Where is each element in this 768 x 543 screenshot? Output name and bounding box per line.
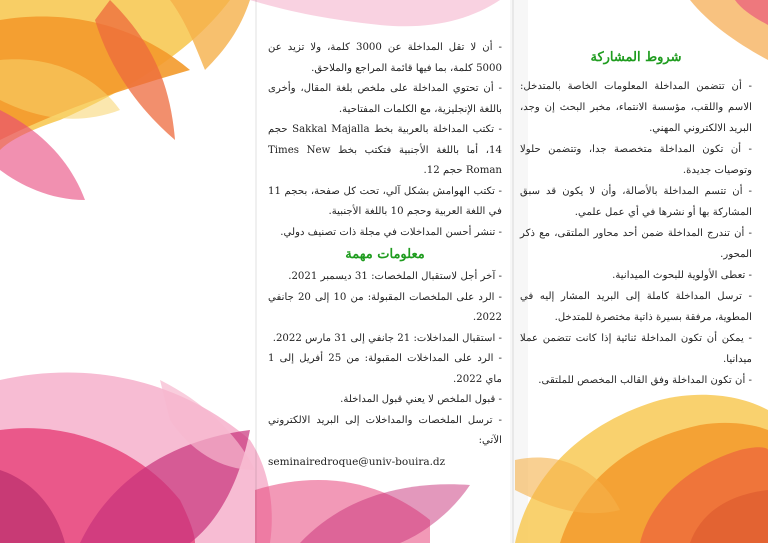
bottom-left-petals — [0, 373, 272, 543]
format-item: - أن تحتوي المداخلة على ملخص بلغة المقال، وأخرى باللغة الإنجليزية، مع الكلمات المفتاحية. — [268, 83, 502, 115]
condition-item: - أن تتضمن المداخلة المعلومات الخاصة بالمتدخل: الاسم واللقب، مؤسسة الانتماء، مخبر البحث إن وجد، البريد الالكتروني المهني. — [520, 81, 752, 134]
format-item: - تكتب الهوامش بشكل آلي، تحت كل صفحة، بحجم 11 في اللغة العربية وحجم 10 باللغة الأجنبية. — [268, 185, 502, 217]
middle-bottom-petals — [255, 480, 470, 543]
condition-item: - أن تكون المداخلة متخصصة جدا، وتتضمن حلولا وتوصيات جديدة. — [520, 144, 752, 176]
info-item: - الرد على الملخصات المقبولة: من 10 إلى 20 جانفي 2022. — [268, 291, 503, 323]
condition-item: - ترسل المداخلة كاملة إلى البريد المشار إليه في المطوية، مرفقة بسيرة ذاتية مختصرة للمتدخل. — [520, 291, 752, 323]
info-item: - قبول الملخص لا يعني قبول المداخلة. — [340, 394, 502, 405]
contact-email[interactable]: seminairedroque@univ-bouira.dz — [268, 455, 446, 468]
condition-item: - أن تكون المداخلة وفق القالب المخصص للملتقى. — [538, 375, 752, 386]
participation-conditions-panel — [520, 48, 752, 391]
fold-line-left — [255, 0, 257, 543]
fold-line-right — [512, 0, 514, 543]
condition-item: - أن تتسم المداخلة بالأصالة، وأن لا يكون قد سبق المشاركة بها أو نشرها في أي عمل علمي. — [520, 186, 752, 218]
bottom-right-petals — [515, 395, 768, 543]
participation-conditions-heading: شروط المشاركة — [590, 50, 682, 65]
condition-item: - تعطى الأولوية للبحوث الميدانية. — [612, 270, 752, 281]
condition-item: - أن تندرج المداخلة ضمن أحد محاور الملتقى، مع ذكر المحور. — [520, 228, 752, 260]
top-middle-petals — [250, 0, 500, 26]
info-item: - استقبال المداخلات: 21 جانفي إلى 31 مارس 2022. — [272, 332, 502, 344]
top-left-petals — [0, 0, 250, 200]
format-item: - تنشر أحسن المداخلات في مجلة ذات تصنيف دولي. — [280, 226, 502, 238]
condition-item: - يمكن أن تكون المداخلة ثنائية إذا كانت تتضمن عملا ميدانيا. — [520, 333, 752, 365]
info-item: - ترسل الملخصات والمداخلات إلى البريد الالكتروني الآتي: — [268, 414, 502, 446]
format-item: - أن لا تقل المداخلة عن 3000 كلمة، ولا تزيد عن 5000 كلمة، بما فيها قائمة المراجع والملاحق. — [268, 42, 502, 74]
info-item: - الرد على المداخلات المقبولة: من 25 أفريل إلى 1 ماي 2022. — [268, 353, 503, 385]
important-info-heading: معلومات مهمة — [345, 247, 425, 262]
info-item: - آخر أجل لاستقبال الملخصات: 31 ديسمبر 2021. — [288, 271, 502, 282]
important-info-panel — [268, 38, 502, 472]
format-item: - تكتب المداخلة بالعربية بخط Sakkal Majalla حجم 14، أما باللغة الأجنبية فتكتب بخط Times New Roman حجم 12. — [268, 124, 503, 176]
